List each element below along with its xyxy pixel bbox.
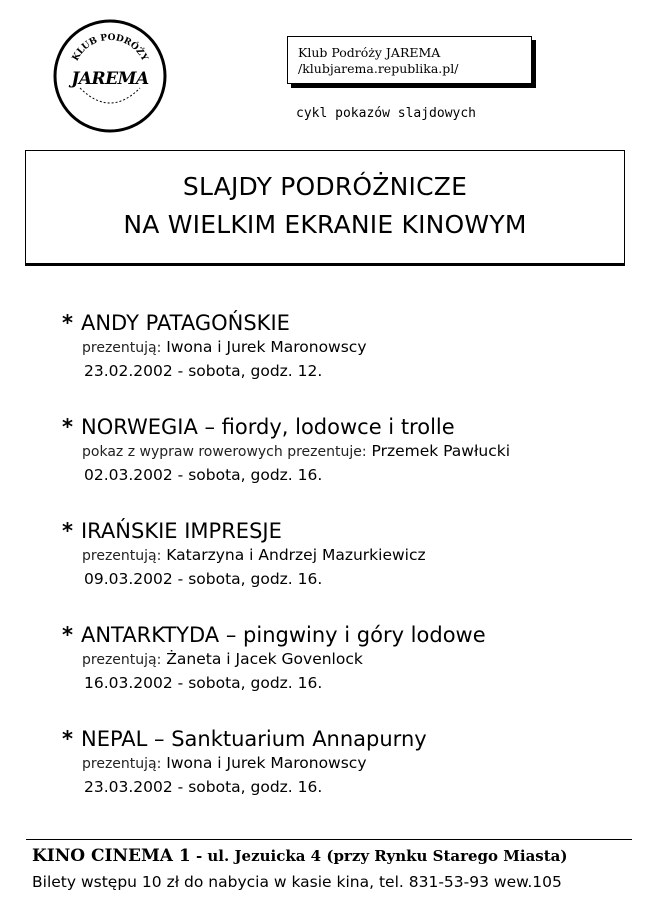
bullet-star-icon: *: [62, 519, 73, 543]
presenter-label: prezentują:: [82, 756, 162, 772]
bullet-star-icon: *: [62, 311, 73, 335]
club-logo-seal: [52, 18, 168, 134]
event-date: 23.02.2002 - sobota, godz. 12.: [84, 362, 323, 380]
poster-title-line2: NA WIELKIM EKRANIE KINOWYM: [123, 210, 527, 239]
poster-title-line1: SLAJDY PODRÓŻNICZE: [182, 172, 468, 201]
event-title: NEPAL – Sanktuarium Annapurny: [80, 727, 427, 751]
bullet-star-icon: *: [62, 623, 73, 647]
event-title: ANTARKTYDA – pingwiny i góry lodowe: [80, 623, 486, 647]
footer-divider: [26, 839, 632, 840]
event-title: ANDY PATAGOŃSKIE: [80, 311, 290, 335]
club-info-box: [287, 36, 532, 84]
club-logo: [52, 18, 168, 134]
tickets-info: Bilety wstępu 10 zł do nabycia w kasie kina, tel. 831-53-93 wew.105: [32, 873, 562, 891]
svg-text:KLUB PODRÓŻY: KLUB PODRÓŻY: [70, 32, 150, 63]
svg-text:JAREMA: JAREMA: [71, 69, 149, 89]
venue-address: - ul. Jezuicka 4 (przy Rynku Starego Miasta): [190, 847, 568, 865]
event-date: 09.03.2002 - sobota, godz. 16.: [84, 570, 323, 588]
event-item: [62, 310, 510, 383]
presenter-name: Iwona i Jurek Maronowscy: [166, 754, 367, 772]
event-date: 23.03.2002 - sobota, godz. 16.: [84, 778, 323, 796]
bullet-star-icon: *: [62, 727, 73, 751]
presenter-name: Iwona i Jurek Maronowscy: [166, 338, 367, 356]
presenter-name: Żaneta i Jacek Govenlock: [166, 650, 363, 668]
event-title: IRAŃSKIE IMPRESJE: [80, 519, 282, 543]
event-date: 16.03.2002 - sobota, godz. 16.: [84, 674, 323, 692]
presenter-label: prezentują:: [82, 340, 162, 356]
venue-line: [32, 846, 568, 866]
presenter-label: prezentują:: [82, 652, 162, 668]
poster-title-box: [25, 150, 625, 264]
event-item: [62, 518, 510, 591]
event-item: [62, 414, 510, 487]
events-list: [62, 310, 510, 830]
bullet-star-icon: *: [62, 415, 73, 439]
presenter-name: Katarzyna i Andrzej Mazurkiewicz: [166, 546, 426, 564]
event-date: 02.03.2002 - sobota, godz. 16.: [84, 466, 323, 484]
presenter-label: prezentują:: [82, 548, 162, 564]
cycle-subtitle: cykl pokazów slajdowych: [296, 106, 477, 121]
club-url: /klubjarema.republika.pl/: [298, 61, 459, 76]
club-name: Klub Podróży JAREMA: [298, 45, 441, 60]
event-item: [62, 622, 510, 695]
presenter-label: pokaz z wypraw rowerowych prezentuje:: [82, 444, 367, 460]
venue-name: KINO CINEMA 1: [32, 846, 191, 866]
event-title: NORWEGIA – fiordy, lodowce i trolle: [80, 415, 455, 439]
event-item: [62, 726, 510, 799]
presenter-name: Przemek Pawłucki: [371, 442, 511, 460]
